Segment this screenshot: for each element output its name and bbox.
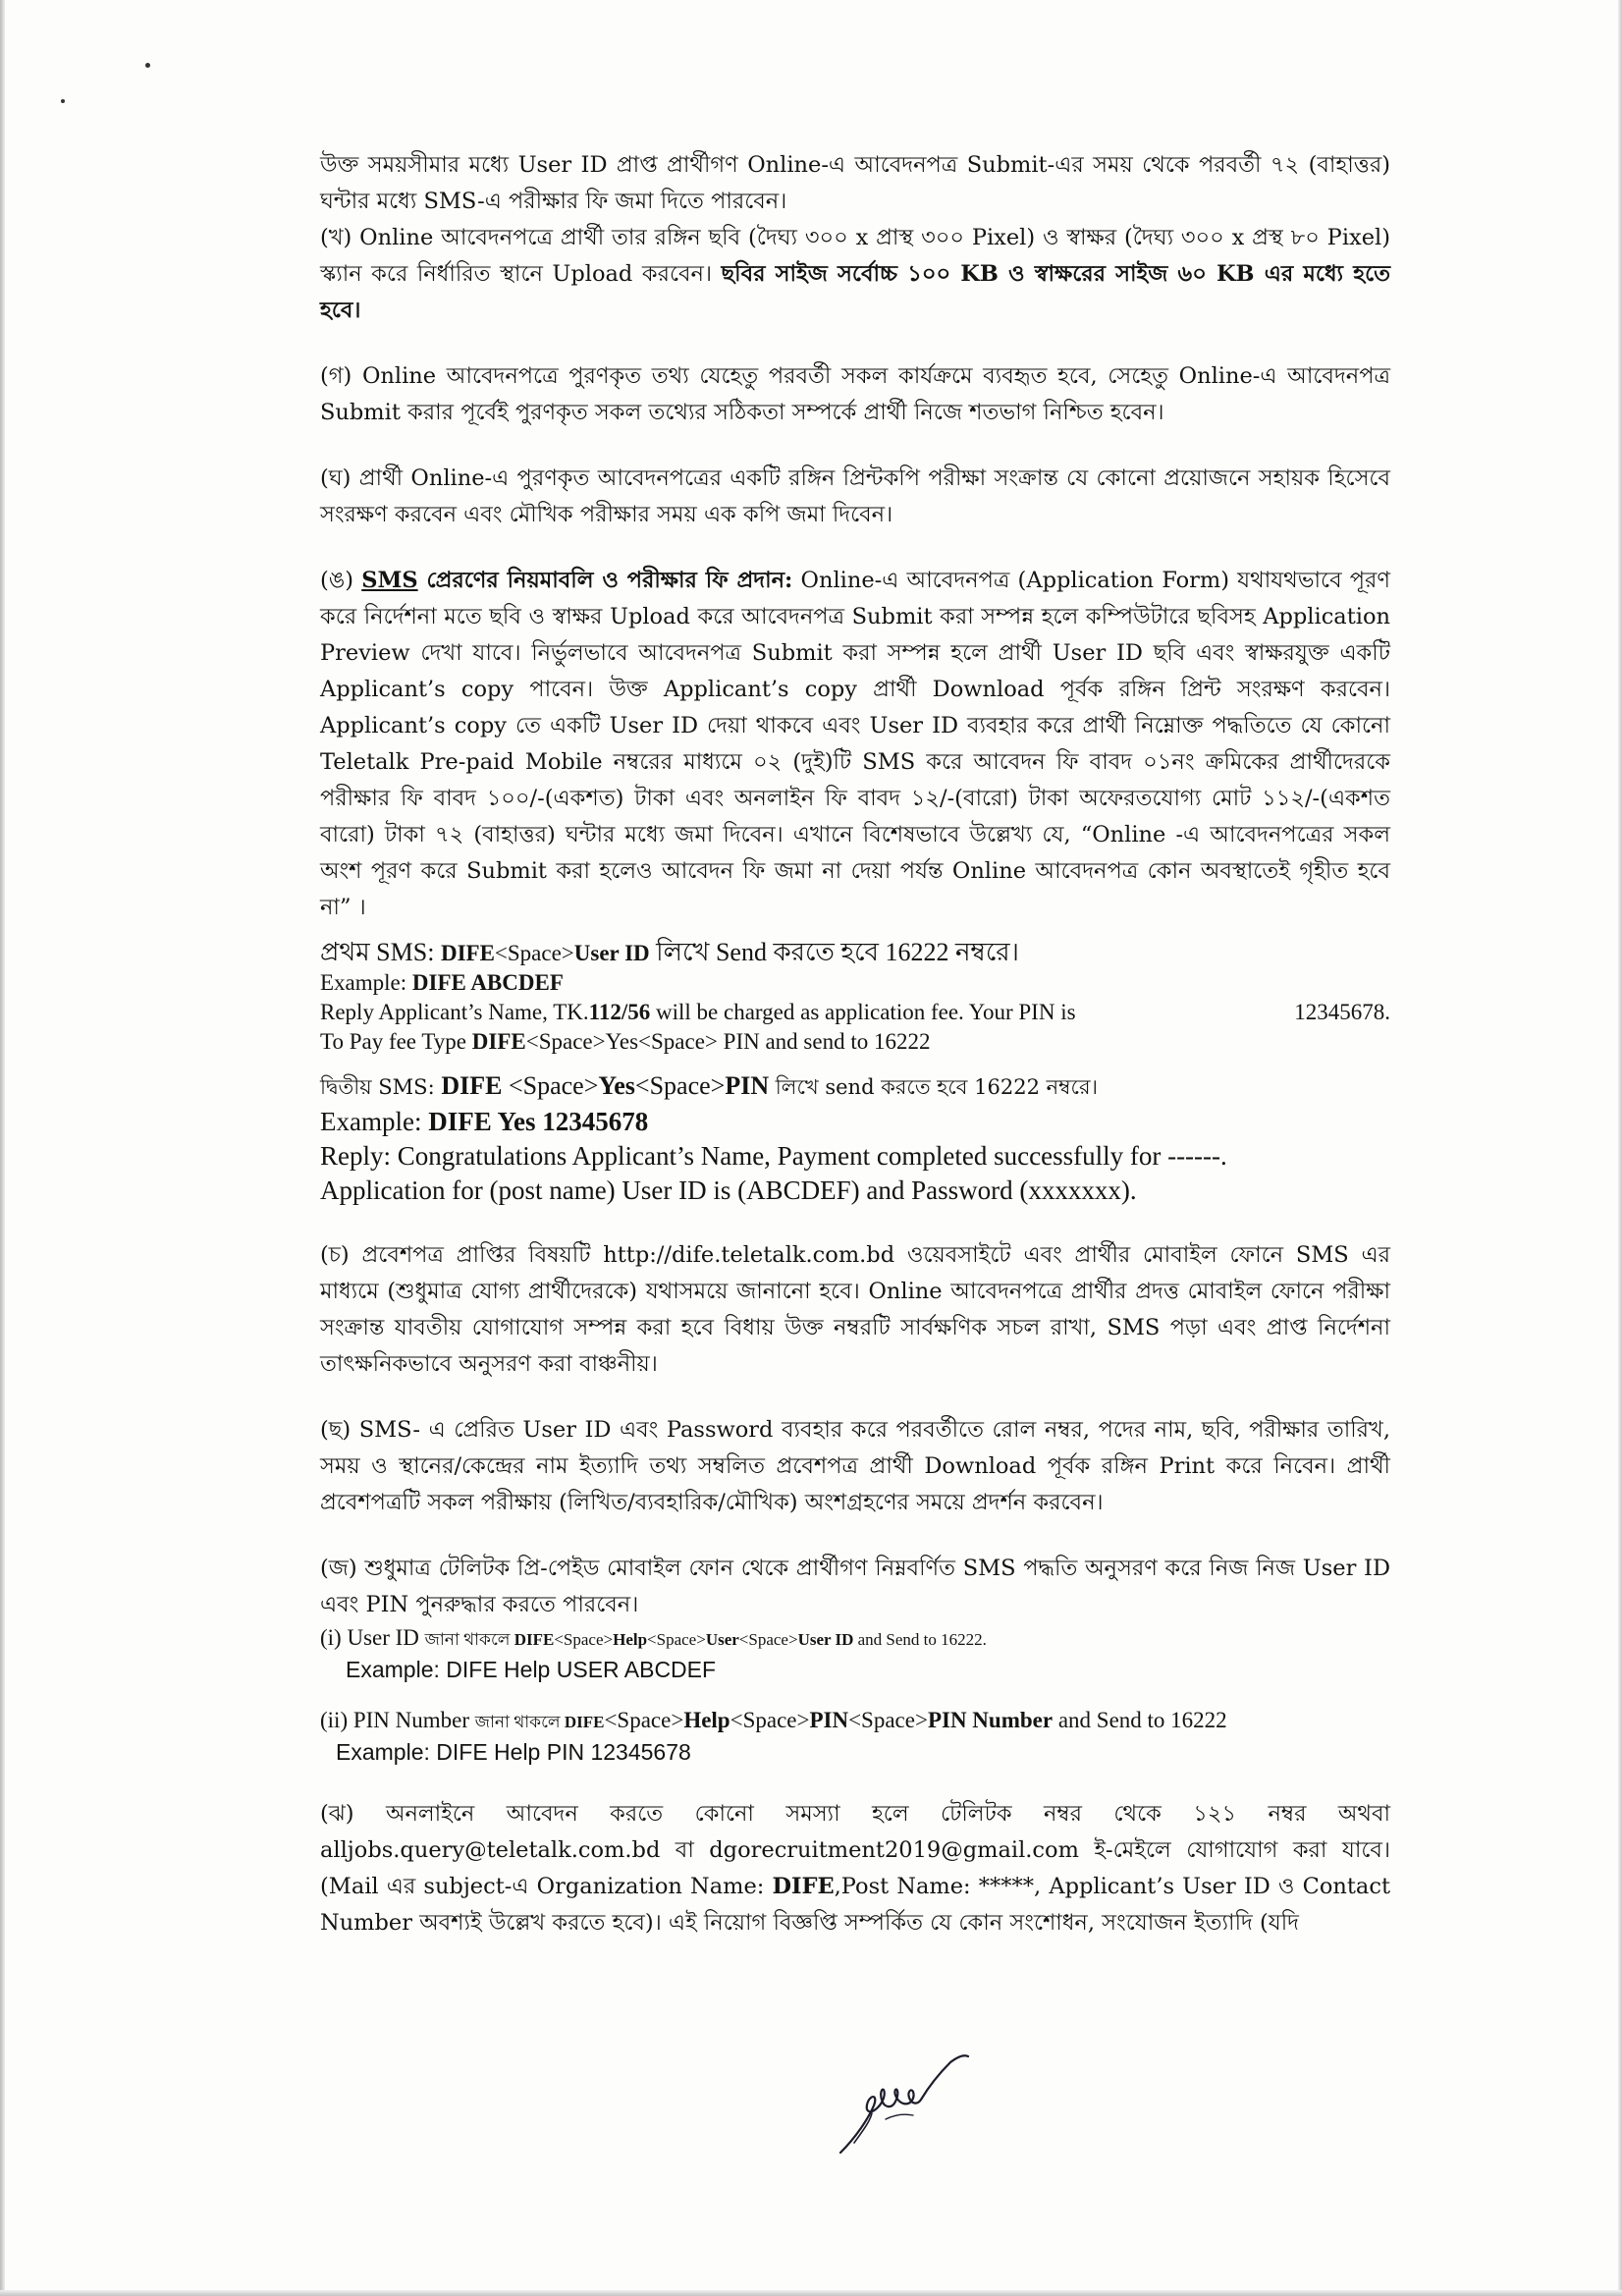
recovery-i-userid: User ID <box>797 1630 854 1649</box>
paragraph-kha-text: (খ) Online আবেদনপত্রে প্রার্থী তার রঙ্গিন ছবি (দৈঘ্য ৩০০ x প্রাস্থ ৩০০ Pixel) ও স্বাক্ষর (দৈঘ্য ৩০০ x প্রস্থ ৮০ Pixel) স্ক্যান করে নির্ধারিত স্থানে Upload করবেন। <box>320 225 1390 287</box>
recovery-ii-suffix: and Send to 16222 <box>1053 1708 1227 1732</box>
scan-edge-right <box>1618 0 1622 2296</box>
recovery-i-user: User <box>705 1630 739 1649</box>
sms-second-reply-1: Reply: Congratulations Applicant’s Name, Payment completed successfully for ------. <box>320 1141 1227 1171</box>
recovery-ii-pinnum: PIN Number <box>927 1708 1054 1732</box>
sms-first-pay-cmd: DIFE <box>471 1029 526 1054</box>
sms-second-cmd: DIFE <box>441 1071 503 1100</box>
sms-first-pay-text: To Pay fee Type <box>320 1029 472 1054</box>
recovery-block <box>320 1623 1390 1767</box>
recovery-ii-help: Help <box>683 1708 730 1732</box>
sms-second-pin: PIN <box>725 1071 770 1100</box>
scan-speck <box>61 99 65 103</box>
sms-second-command <box>320 1068 1390 1105</box>
sms-first-reply-pin: 12345678. <box>1294 1000 1390 1024</box>
recovery-ii-cmd: DIFE <box>564 1713 605 1731</box>
paragraph-jha <box>320 1796 1390 1941</box>
paragraph-kha-bold: ছবির সাইজ সর্বোচ্চ ১০০ KB ও স্বাক্ষরের সাইজ ৬০ KB এর মধ্যে হতে হবে। <box>320 261 1391 323</box>
document-body <box>320 147 1390 1941</box>
sms-second-yes: Yes <box>598 1071 635 1100</box>
sms-second-reply-2: Application for (post name) User ID is (ABCDEF) and Password (xxxxxxx). <box>320 1175 1137 1205</box>
recovery-ii-space: <Space> <box>604 1708 684 1732</box>
sms-first-userid: User ID <box>573 941 650 965</box>
paragraph-jha-text-2: ,Post Name: *****, Applicant’s User ID ও Contact Number অবশ্যই উল্লেখ করতে হবে)। এই নিয়োগ বিজ্ঞপ্তি সম্পর্কিত যে কোন সংশোধন, সংযোজন ইত্যাদি (যদি <box>320 1874 1390 1936</box>
recovery-ii-space-3: <Space> <box>848 1708 928 1732</box>
paragraph-intro: উক্ত সময়সীমার মধ্যে User ID প্রাপ্ত প্রার্থীগণ Online-এ আবেদনপত্র Submit-এর সময় থেকে পরবর্তী ৭২ (বাহাত্তর) ঘন্টার মধ্যে SMS-এ পরীক্ষার ফি জমা দিতে পারবেন। <box>320 152 1390 214</box>
recovery-ii-prefix: (ii) PIN Number <box>320 1708 475 1732</box>
paragraph-kha <box>320 220 1390 329</box>
sms-first-pay-text-2: <Space>Yes<Space> PIN and send to 16222 <box>525 1029 931 1054</box>
recovery-i-suffix: and Send to 16222. <box>853 1630 987 1649</box>
recovery-i-cmd: DIFE <box>514 1630 555 1649</box>
sms-first-block <box>320 938 1390 1057</box>
sms-first-suffix: লিখে Send করতে হবে 16222 নম্বরে। <box>649 938 1019 966</box>
scan-edge-bottom <box>0 2290 1622 2296</box>
paragraph-jha-org: DIFE <box>772 1874 835 1899</box>
paragraph-ga: (গ) Online আবেদনপত্রে পুরণকৃত তথ্য যেহেতু পরবর্তী সকল কার্যক্রমে ব্যবহৃত হবে, সেহেতু Online-এ আবেদনপত্র Submit করার পূর্বেই পুরণকৃত সকল তথ্যের সঠিকতা সম্পর্কে প্রার্থী নিজে শতভাগ নিশ্চিত হবেন। <box>320 363 1390 425</box>
paragraph-unga-sms: SMS <box>361 568 418 593</box>
sms-first-example-label: Example: <box>320 970 412 995</box>
sms-first-reply-text-2: will be charged as application fee. Your PIN is <box>650 1000 1076 1024</box>
paragraph-unga-prefix: (ঙ) <box>320 568 362 593</box>
sms-second-example-value: DIFE Yes 12345678 <box>428 1107 649 1136</box>
recovery-i-space-2: <Space> <box>647 1630 706 1649</box>
signature-icon <box>835 2050 972 2159</box>
sms-first-space: <Space> <box>494 941 574 965</box>
sms-first-example <box>320 968 1390 998</box>
sms-first-reply <box>320 998 1390 1027</box>
paragraph-jha-text: (ঝ) অনলাইনে আবেদন করতে কোনো সমস্যা হলে টেলিটক নম্বর থেকে ১২১ নম্বর অথবা alljobs.query@teletalk.com.bd বা dgorecruitment2019@gmail.com ই-মেইলে যোগাযোগ করা যাবে। (Mail এর subject-এ Organization Name: <box>320 1801 1390 1899</box>
sms-second-block <box>320 1068 1390 1208</box>
paragraph-unga-heading: প্রেরণের নিয়মাবলি ও পরীক্ষার ফি প্রদান: <box>417 568 793 593</box>
sms-first-reply-text: Reply Applicant’s Name, TK. <box>320 1000 589 1024</box>
recovery-i-prefix: (i) User ID <box>320 1625 425 1650</box>
sms-second-space: <Space> <box>502 1071 599 1100</box>
scan-speck <box>145 63 150 68</box>
sms-second-example-label: Example: <box>320 1107 429 1136</box>
recovery-i-help: Help <box>613 1630 648 1649</box>
sms-first-reply-amount: 112/56 <box>588 1000 651 1024</box>
recovery-i-space: <Space> <box>554 1630 614 1649</box>
paragraph-ja: (জ) শুধুমাত্র টেলিটক প্রি-পেইড মোবাইল ফোন থেকে প্রার্থীগণ নিম্নবর্ণিত SMS পদ্ধতি অনুসরণ করে নিজ নিজ User ID এবং PIN পুনরুদ্ধার করতে পারবেন। <box>320 1556 1390 1617</box>
sms-second-prefix: দ্বিতীয় SMS: <box>320 1075 442 1099</box>
sms-second-example <box>320 1105 1390 1139</box>
sms-first-prefix: প্রথম SMS: <box>320 938 441 966</box>
recovery-ii-space-2: <Space> <box>730 1708 810 1732</box>
paragraph-unga-text: Online-এ আবেদনপত্র (Application Form) যথাযথভাবে পূরণ করে নির্দেশনা মতে ছবি ও স্বাক্ষর Upload করে আবেদনপত্র Submit করা সম্পন্ন হলে কম্পিউটারে ছবিসহ Application Preview দেখা যাবে। নির্ভুলভাবে আবেদনপত্র Submit করা সম্পন্ন হলে প্রার্থী User ID ছবি এবং স্বাক্ষরযুক্ত একটি Applicant’s copy পাবেন। উক্ত Applicant’s copy প্রার্থী Download পূর্বক রঙ্গিন প্রিন্ট সংরক্ষণ করবেন। Applicant’s copy তে একটি User ID দেয়া থাকবে এবং User ID ব্যবহার করে প্রার্থী নিম্নোক্ত পদ্ধতিতে যে কোনো Teletalk Pre-paid Mobile নম্বরের মাধ্যমে ০২ (দুই)টি SMS করে আবেদন ফি বাবদ ০১নং ক্রমিকের প্রার্থীদেরকে পরীক্ষার ফি বাবদ ১০০/-(একশত) টাকা এবং অনলাইন ফি বাবদ ১২/-(বারো) টাকা অফেরতযোগ্য মোট ১১২/-(একশত বারো) টাকা ৭২ (বাহাত্তর) ঘন্টার মধ্যে জমা দিবেন। এখানে বিশেষভাবে উল্লেখ্য যে, “Online -এ আবেদনপত্রের সকল অংশ পূরণ করে Submit করা হলেও আবেদন ফি জমা না দেয়া পর্যন্ত Online আবেদনপত্র কোন অবস্থাতেই গৃহীত হবে না” । <box>320 568 1391 920</box>
recovery-i-space-3: <Space> <box>738 1630 798 1649</box>
recovery-ii-bn: জানা থাকলে <box>474 1713 565 1731</box>
recovery-i-bn: জানা থাকলে <box>424 1630 514 1649</box>
sms-first-example-value: DIFE ABCDEF <box>411 970 564 995</box>
paragraph-cha: (চ) প্রবেশপত্র প্রাপ্তির বিষয়টি http://dife.teletalk.com.bd ওয়েবসাইটে এবং প্রার্থীর মোবাইল ফোনে SMS এর মাধ্যমে (শুধুমাত্র যোগ্য প্রার্থীদেরকে) যথাসময়ে জানানো হবে। Online আবেদনপত্রে প্রার্থীর প্রদত্ত মোবাইল ফোনে পরীক্ষা সংক্রান্ত যাবতীয় যোগাযোগ সম্পন্ন করা হবে বিধায় উক্ত নম্বরটি সার্বক্ষণিক সচল রাখা, SMS পড়া এবং প্রাপ্ত নির্দেশনা তাৎক্ষনিকভাবে অনুসরণ করা বাঞ্চনীয়। <box>320 1242 1390 1377</box>
sms-first-cmd: DIFE <box>440 941 495 965</box>
sms-second-space-2: <Space> <box>634 1071 726 1100</box>
sms-first-command <box>320 938 1390 968</box>
paragraph-unga <box>320 563 1390 926</box>
scan-edge-left <box>0 0 5 2296</box>
paragraph-gha: (ঘ) প্রার্থী Online-এ পুরণকৃত আবেদনপত্রের একটি রঙ্গিন প্রিন্টকপি পরীক্ষা সংক্রান্ত যে কোনো প্রয়োজনে সহায়ক হিসেবে সংরক্ষণ করবেন এবং মৌখিক পরীক্ষার সময় এক কপি জমা দিবেন। <box>320 465 1390 527</box>
paragraph-chha: (ছ) SMS- এ প্রেরিত User ID এবং Password ব্যবহার করে পরবর্তীতে রোল নম্বর, পদের নাম, ছবি, পরীক্ষার তারিখ, সময় ও স্থানের/কেন্দ্রের নাম ইত্যাদি তথ্য সম্বলিত প্রবেশপত্র প্রার্থী Download পূর্বক রঙ্গিন Print করে নিবেন। প্রার্থী প্রবেশপত্রটি সকল পরীক্ষায় (লিখিত/ব্যবহারিক/মৌখিক) অংশগ্রহণের সময়ে প্রদর্শন করবেন। <box>320 1417 1390 1515</box>
sms-first-pay <box>320 1027 1390 1057</box>
sms-second-suffix: লিখে send করতে হবে 16222 নম্বরে। <box>769 1075 1099 1099</box>
recovery-ii-pin: PIN <box>809 1708 849 1732</box>
recovery-pin-example: Example: DIFE Help PIN 12345678 <box>336 1739 691 1765</box>
recovery-pin-line <box>320 1706 1390 1737</box>
recovery-userid-example: Example: DIFE Help USER ABCDEF <box>346 1657 717 1682</box>
recovery-userid-line <box>320 1623 1390 1655</box>
